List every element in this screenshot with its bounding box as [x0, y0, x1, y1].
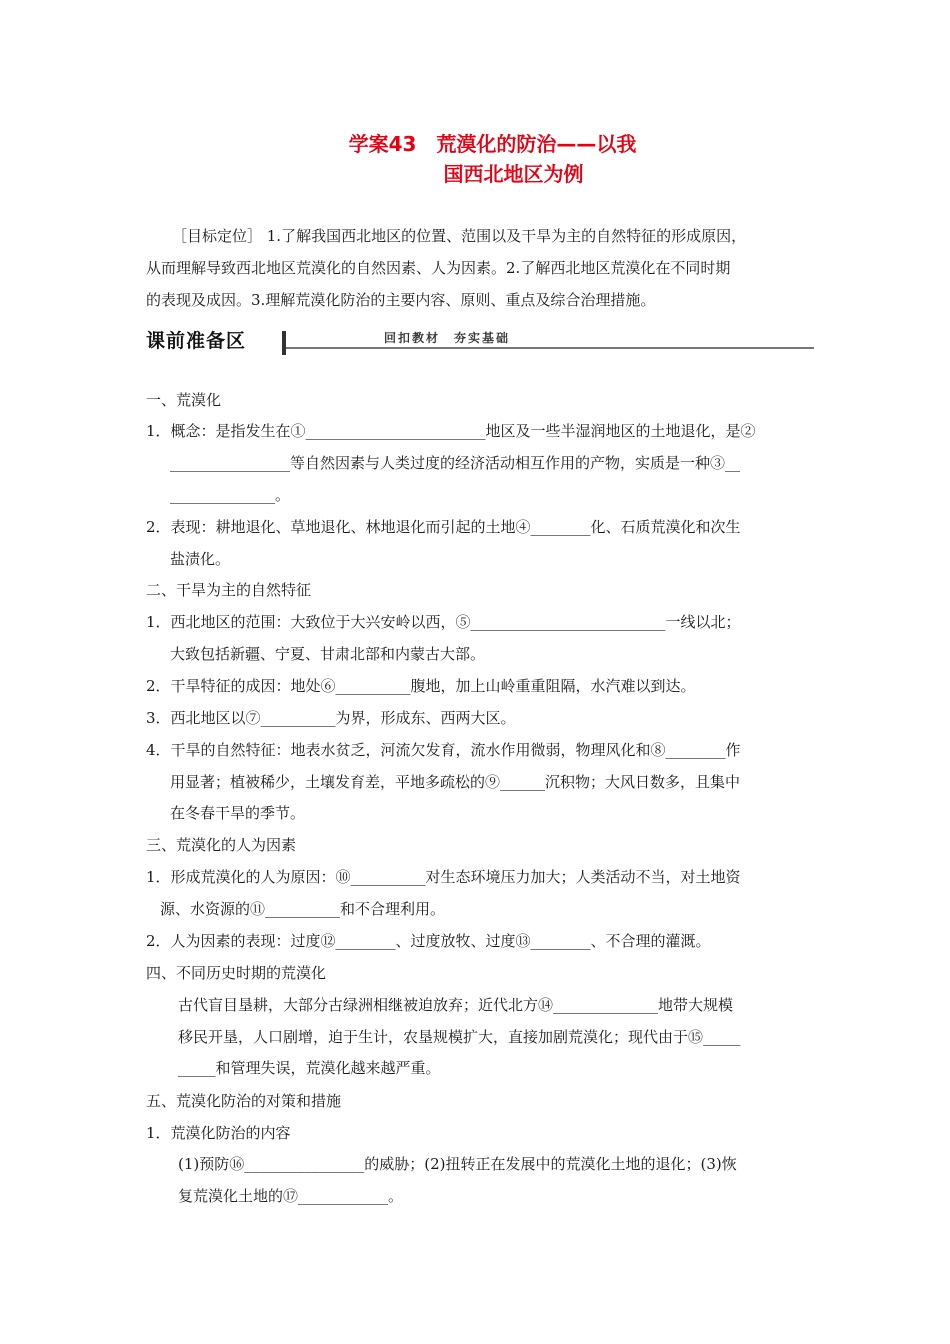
item-1-1-cont: ________________等自然因素与人类过度的经济活动相互作用的产物，实质是一种③__: [170, 454, 741, 472]
para-4-cont-2: _____和管理失误，荒漠化越来越严重。: [178, 1059, 441, 1077]
para-4: 古代盲目垦耕，大部分古绿洲相继被迫放弃；近代北方⑭______________地带大规模: [178, 996, 734, 1014]
banner-title: 课前准备区: [146, 330, 247, 352]
item-5-1-body: (1)预防⑯________________的威胁；(2)扭转正在发展中的荒漠化土地的退化；(3)恢: [178, 1155, 737, 1173]
item-2-4-cont-2: 在冬春干旱的季节。: [170, 804, 306, 822]
heading-4: 四、不同历史时期的荒漠化: [146, 964, 327, 982]
heading-1: 一、荒漠化: [146, 391, 222, 409]
objectives-line-2: 从而理解导致西北地区荒漠化的自然因素、人为因素。2.了解西北地区荒漠化在不同时期: [146, 259, 731, 277]
heading-2: 二、干旱为主的自然特征: [146, 581, 312, 599]
item-3-1-cont: 源、水资源的⑪__________和不合理利用。: [160, 900, 446, 918]
document-title-line-2: 国西北地区为例: [443, 162, 584, 186]
item-1-2: 2．表现：耕地退化、草地退化、林地退化而引起的土地④________化、石质荒漠化和次生: [146, 518, 741, 536]
banner-subtitle: 回扣教材 夯实基础: [384, 331, 511, 345]
document-title-line-1: 学案43 荒漠化的防治——以我: [348, 132, 637, 156]
banner-rule: [286, 347, 814, 349]
heading-3: 三、荒漠化的人为因素: [146, 836, 297, 854]
item-3-1: 1．形成荒漠化的人为原因：⑩__________对生态环境压力加大；人类活动不当，对土地资: [146, 868, 741, 886]
item-5-1-body-cont: 复荒漠化土地的⑰____________。: [178, 1187, 404, 1205]
heading-5: 五、荒漠化防治的对策和措施: [146, 1092, 342, 1110]
item-2-2: 2．干旱特征的成因：地处⑥__________腹地，加上山岭重重阻隔，水汽难以到达。: [146, 677, 696, 695]
para-4-cont: 移民开垦，人口剧增，迫于生计，农垦规模扩大，直接加剧荒漠化；现代由于⑮_____: [178, 1028, 741, 1046]
item-5-1: 1．荒漠化防治的内容: [146, 1124, 291, 1142]
objectives-line-3: 的表现及成因。3.理解荒漠化防治的主要内容、原则、重点及综合治理措施。: [146, 291, 656, 309]
item-2-1-cont: 大致包括新疆、宁夏、甘肃北部和内蒙古大部。: [170, 645, 486, 663]
item-2-4-cont: 用显著；植被稀少，土壤发育差，平地多疏松的⑨______沉积物；大风日数多，且集中: [170, 773, 741, 791]
item-2-1: 1．西北地区的范围：大致位于大兴安岭以西，⑤__________________________一线以北；: [146, 613, 741, 631]
item-1-1: 1．概念：是指发生在①________________________地区及一些半湿润地区的土地退化，是②: [146, 422, 756, 440]
section-banner: [146, 328, 814, 358]
item-2-4: 4．干旱的自然特征：地表水贫乏，河流欠发育，流水作用微弱，物理风化和⑧________作: [146, 741, 741, 759]
item-1-2-cont: 盐渍化。: [170, 550, 231, 568]
item-2-3: 3．西北地区以⑦__________为界，形成东、西两大区。: [146, 709, 516, 727]
banner-divider-bar: [282, 331, 286, 355]
item-1-1-cont-2: ______________。: [170, 486, 291, 504]
item-3-2: 2．人为因素的表现：过度⑫________、过度放牧、过度⑬________、不合理的灌溉。: [146, 932, 711, 950]
objectives-line-1: ［目标定位］ 1.了解我国西北地区的位置、范围以及干旱为主的自然特征的形成原因，: [172, 227, 747, 245]
